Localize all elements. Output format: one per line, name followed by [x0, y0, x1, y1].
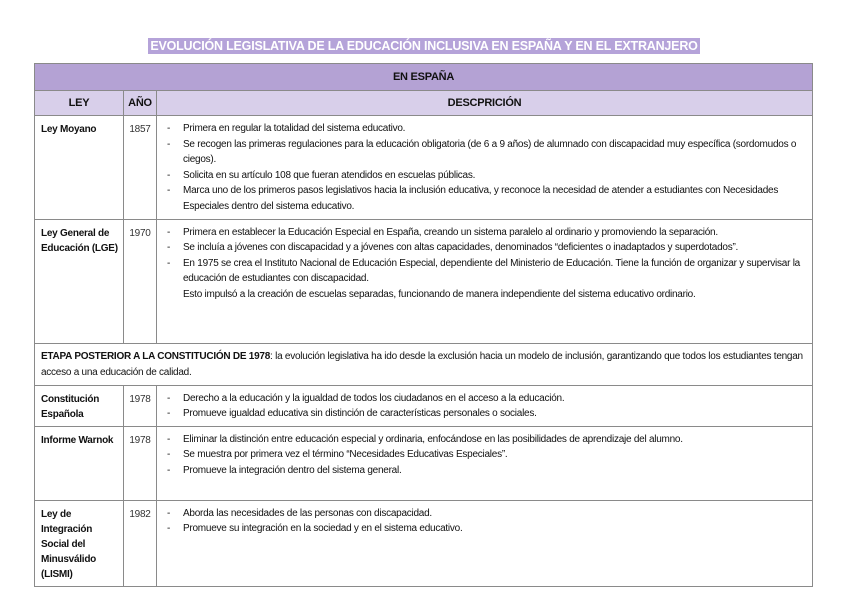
dash-bullet: -	[167, 138, 171, 150]
dash-bullet: -	[167, 242, 171, 254]
etapa-row	[35, 343, 813, 385]
dash-bullet: -	[167, 257, 171, 269]
table-row	[35, 500, 813, 586]
ley-year: 1857	[124, 116, 157, 220]
legislation-table	[34, 63, 813, 587]
list-item	[163, 183, 800, 214]
list-item	[163, 447, 800, 463]
dash-bullet: -	[167, 169, 171, 181]
list-item	[163, 506, 800, 522]
dash-bullet: -	[167, 449, 171, 461]
item-text: Marca uno de los primeros pasos legislativos hacia la inclusión educativa, y reconoce la necesidad de atender a estudiantes con Necesidades Especiales dentro del sistema educativo.	[183, 185, 779, 212]
dash-bullet: -	[167, 392, 171, 404]
table-row	[35, 426, 813, 500]
ley-name: Ley General de Educación (LGE)	[35, 219, 124, 343]
description-list	[163, 506, 800, 537]
ley-year: 1970	[124, 219, 157, 343]
list-item	[163, 521, 800, 537]
ley-name: Ley de Integración Social del Minusválido (LISMI)	[35, 500, 124, 586]
header-desc: DESCPRICIÓN	[157, 91, 813, 116]
dash-bullet: -	[167, 464, 171, 476]
header-ley: LEY	[35, 91, 124, 116]
list-item	[163, 256, 800, 287]
ley-description	[157, 426, 813, 500]
item-text: Promueve su integración en la sociedad y en el sistema educativo.	[183, 523, 463, 535]
list-item	[163, 463, 800, 479]
table-row	[35, 219, 813, 343]
ley-name: Informe Warnok	[35, 426, 124, 500]
header-anio: AÑO	[124, 91, 157, 116]
ley-description	[157, 219, 813, 343]
item-text: Primera en regular la totalidad del sistema educativo.	[183, 123, 406, 134]
ley-name: Constitución Española	[35, 385, 124, 426]
item-text: Se incluía a jóvenes con discapacidad y a jóvenes con altas capacidades, denominados “deficientes o inadaptados y superdotados”.	[183, 242, 739, 254]
ley-year: 1982	[124, 500, 157, 586]
list-item	[163, 432, 800, 448]
continuation-text: Esto impulsó a la creación de escuelas separadas, funcionando de manera independiente del sistema educativo ordinario.	[183, 288, 696, 300]
table-row	[35, 385, 813, 426]
item-text: Primera en establecer la Educación Especial en España, creando un sistema paralelo al ordinario y promoviendo la separación.	[183, 226, 718, 238]
item-text: Promueve igualdad educativa sin distinción de características personales o sociales.	[183, 408, 537, 420]
document-title	[0, 37, 848, 55]
dash-bullet: -	[167, 523, 171, 535]
item-text: Derecho a la educación y la igualdad de todos los ciudadanos en el acceso a la educación.	[183, 392, 565, 404]
dash-bullet: -	[167, 226, 171, 238]
ley-year: 1978	[124, 385, 157, 426]
list-item	[163, 137, 800, 168]
item-text: Promueve la integración dentro del sistema general.	[183, 464, 402, 476]
item-text: Se muestra por primera vez el término “Necesidades Educativas Especiales”.	[183, 449, 508, 461]
description-list	[163, 225, 800, 287]
description-list	[163, 432, 800, 479]
etapa-text: : la evolución legislativa ha ido desde la exclusión hacia un modelo de inclusión, garantizando que todos los estudiantes tengan acceso a una educación de calidad.	[41, 350, 803, 378]
table-row	[35, 116, 813, 220]
description-list	[163, 121, 800, 215]
dash-bullet: -	[167, 123, 171, 134]
item-text: Aborda las necesidades de las personas con discapacidad.	[183, 507, 432, 519]
item-text: Solicita en su artículo 108 que fueran atendidos en escuelas públicas.	[183, 169, 476, 181]
ley-description	[157, 385, 813, 426]
ley-name: Ley Moyano	[35, 116, 124, 220]
list-item	[163, 391, 800, 407]
dash-bullet: -	[167, 408, 171, 420]
list-item	[163, 121, 800, 137]
dash-bullet: -	[167, 185, 171, 197]
dash-bullet: -	[167, 433, 171, 445]
list-item	[163, 406, 800, 422]
ley-description	[157, 116, 813, 220]
etapa-heading: ETAPA POSTERIOR A LA CONSTITUCIÓN DE 1978	[41, 350, 271, 362]
ley-description	[157, 500, 813, 586]
section-header: EN ESPAÑA	[35, 64, 813, 91]
description-list	[163, 391, 800, 422]
item-text: En 1975 se crea el Instituto Nacional de Educación Especial, dependiente del Ministerio de Educación. Tiene la función de organizar y supervisar la educación de estudiantes con discapacidad.	[183, 257, 800, 285]
dash-bullet: -	[167, 507, 171, 519]
item-text: Eliminar la distinción entre educación especial y ordinaria, enfocándose en las posibilidades de aprendizaje del alumno.	[183, 433, 683, 445]
list-item	[163, 168, 800, 184]
list-item	[163, 240, 800, 256]
list-item	[163, 225, 800, 241]
ley-year: 1978	[124, 426, 157, 500]
item-text: Se recogen las primeras regulaciones para la educación obligatoria (de 6 a 9 años) de alumnado con discapacidad muy específica (sordomudos o ciegos).	[183, 138, 797, 166]
title-text: EVOLUCIÓN LEGISLATIVA DE LA EDUCACIÓN INCLUSIVA EN ESPAÑA Y EN EL EXTRANJERO	[150, 39, 698, 53]
